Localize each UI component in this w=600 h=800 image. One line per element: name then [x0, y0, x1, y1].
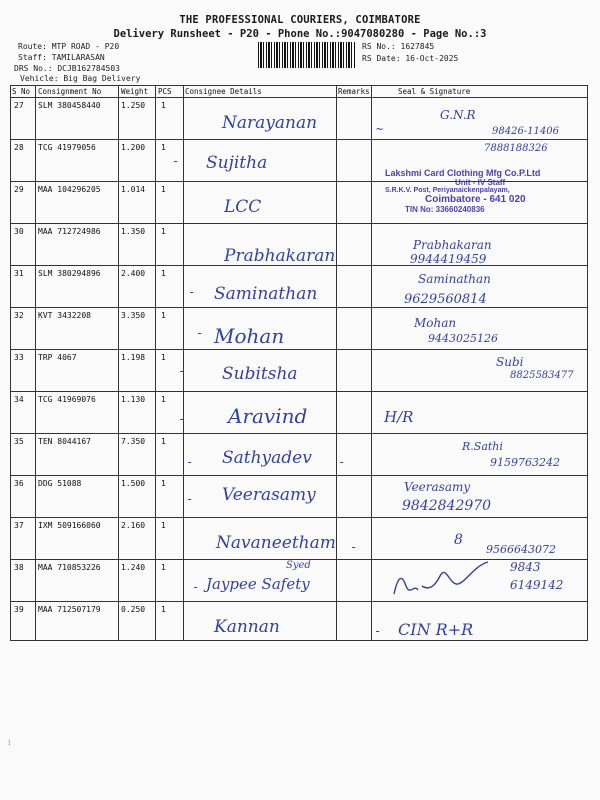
mark: - [172, 154, 180, 168]
mark: - [188, 285, 196, 299]
row-consignment-no: MAA 104296205 [38, 185, 101, 194]
stamp-city: Coimbatore - 641 020 [425, 194, 526, 205]
col-border [35, 85, 36, 640]
row-pcs: 1 [161, 521, 166, 530]
company-title: THE PROFESSIONAL COURIERS, COIMBATORE [179, 14, 421, 26]
consignee-extra: Syed [286, 560, 311, 571]
row-consignment-no: SLM 380294896 [38, 269, 101, 278]
mark: - [374, 624, 382, 638]
row-consignment-no: TRP 4067 [38, 353, 77, 362]
row-sno: 38 [14, 563, 24, 572]
row-sno: 31 [14, 269, 24, 278]
row-pcs: 1 [161, 143, 166, 152]
row-pcs: 1 [161, 353, 166, 362]
signature: G.N.R [440, 108, 476, 122]
row-pcs: 1 [161, 269, 166, 278]
row-weight: 1.200 [121, 143, 146, 152]
signature-phone: 9944419459 [410, 252, 487, 266]
row-divider [10, 307, 588, 308]
row-weight: 0.250 [121, 605, 146, 614]
row-divider [10, 349, 588, 350]
row-consignment-no: IXM 509166060 [38, 521, 101, 530]
col-border [10, 85, 11, 640]
row-weight: 2.400 [121, 269, 146, 278]
signature-phone: 6149142 [510, 578, 564, 592]
row-weight: 1.014 [121, 185, 146, 194]
mark: - [192, 580, 200, 594]
signature: Prabhakaran [413, 238, 492, 252]
stamp-company: Lakshmi Card Clothing Mfg Co.P.Ltd [385, 168, 541, 178]
signature: Mohan [414, 316, 457, 330]
row-consignment-no: SLM 380458440 [38, 101, 101, 110]
stamp-unit: Unit - IV Staff [455, 178, 506, 187]
stamp-tin: TIN No: 33660240836 [405, 205, 485, 214]
consignee-name: Navaneetham [216, 533, 336, 553]
col-border [587, 85, 588, 640]
row-divider [10, 601, 588, 602]
rs-date: RS Date: 16-Oct-2025 [362, 54, 459, 63]
row-sno: 28 [14, 143, 24, 152]
row-consignment-no: MAA 712507179 [38, 605, 101, 614]
signature-scribble [388, 556, 498, 601]
row-weight: 2.160 [121, 521, 146, 530]
row-sno: 36 [14, 479, 24, 488]
consignee-name: Narayanan [222, 113, 318, 133]
row-sno: 30 [14, 227, 24, 236]
barcode [258, 42, 356, 68]
staff-info: Staff: TAMILARASAN [18, 53, 105, 62]
table-bottom-border [10, 640, 588, 641]
row-weight: 3.350 [121, 311, 146, 320]
col-border [155, 85, 156, 640]
signature-phone: 9842842970 [402, 498, 492, 514]
consignee-name: Prabhakaran [224, 246, 336, 266]
signature-phone: 7888188326 [484, 143, 548, 154]
row-weight: 1.350 [121, 227, 146, 236]
consignee-name: Aravind [228, 404, 308, 428]
row-consignment-no: MAA 712724986 [38, 227, 101, 236]
row-pcs: 1 [161, 479, 166, 488]
signature: Saminathan [418, 272, 491, 286]
row-consignment-no: TEN 8044167 [38, 437, 91, 446]
header-weight: Weight [121, 87, 149, 96]
header-remarks: Remarks [338, 87, 370, 96]
row-pcs: 1 [161, 395, 166, 404]
row-divider [10, 475, 588, 476]
header-consignment: Consignment No [38, 87, 102, 96]
row-divider [10, 433, 588, 434]
col-border [336, 85, 337, 640]
col-border [371, 85, 372, 640]
row-consignment-no: TCG 41979056 [38, 143, 96, 152]
runsheet-subtitle: Delivery Runsheet - P20 - Phone No.:9047080280 - Page No.:3 [113, 28, 487, 40]
mark: - [196, 326, 204, 340]
signature: Veerasamy [404, 480, 471, 494]
mark: - [178, 364, 186, 378]
row-sno: 32 [14, 311, 24, 320]
rs-number: RS No.: 1627845 [362, 42, 435, 51]
signature-phone: 9159763242 [490, 456, 560, 469]
company-stamp [385, 168, 585, 214]
row-sno: 27 [14, 101, 24, 110]
row-sno: 33 [14, 353, 24, 362]
consignee-name: Kannan [214, 617, 280, 637]
row-pcs: 1 [161, 311, 166, 320]
stamp-address: S.R.K.V. Post, Periyanaickenpalayam, [385, 187, 510, 194]
row-divider [10, 391, 588, 392]
col-border [118, 85, 119, 640]
drs-number: DRS No.: DCJB162784503 [14, 64, 120, 73]
consignee-name: Saminathan [214, 284, 318, 304]
header-pcs: PCS [158, 87, 172, 96]
row-weight: 1.240 [121, 563, 146, 572]
row-pcs: 1 [161, 563, 166, 572]
row-divider [10, 223, 588, 224]
row-weight: 1.250 [121, 101, 146, 110]
row-consignment-no: KVT 3432208 [38, 311, 91, 320]
mark: - [178, 412, 186, 426]
col-border [183, 85, 184, 640]
mark: - [186, 492, 194, 506]
table-header-border [10, 97, 588, 98]
consignee-name: Sathyadev [222, 448, 312, 468]
header-consignee: Consignee Details [185, 87, 262, 96]
row-sno: 29 [14, 185, 24, 194]
row-consignment-no: TCG 41969076 [38, 395, 96, 404]
header-sno: S No [12, 87, 31, 96]
row-weight: 1.500 [121, 479, 146, 488]
row-sno: 39 [14, 605, 24, 614]
row-pcs: 1 [161, 437, 166, 446]
signature-phone: 9443025126 [428, 332, 498, 345]
row-pcs: 1 [161, 185, 166, 194]
signature: 9843 [510, 560, 541, 574]
signature: R.Sathi [462, 440, 503, 453]
mark: - [338, 455, 346, 469]
mark: - [186, 455, 194, 469]
consignee-name: Subitsha [222, 364, 298, 384]
row-pcs: 1 [161, 605, 166, 614]
row-pcs: 1 [161, 227, 166, 236]
consignee-name: Jaypee Safety [206, 575, 310, 593]
row-sno: 37 [14, 521, 24, 530]
row-pcs: 1 [161, 101, 166, 110]
signature-phone: 9566643072 [486, 543, 556, 556]
row-divider [10, 517, 588, 518]
vehicle-info: Vehicle: Big Bag Delivery [20, 74, 141, 83]
signature-phone: 9629560814 [404, 292, 487, 307]
signature: CIN R+R [398, 620, 474, 639]
row-sno: 35 [14, 437, 24, 446]
signature: 8 [454, 532, 463, 548]
route-info: Route: MTP ROAD - P20 [18, 42, 120, 51]
row-weight: 1.198 [121, 353, 146, 362]
row-consignment-no: DDG 51088 [38, 479, 82, 488]
header-seal: Seal & Signature [398, 87, 471, 96]
consignee-name: Sujitha [206, 153, 268, 173]
consignee-name: LCC [224, 197, 262, 217]
consignee-name: Veerasamy [222, 485, 316, 505]
mark: - [350, 540, 358, 554]
row-sno: 34 [14, 395, 24, 404]
consignee-name: Mohan [214, 324, 285, 348]
signature: Subi [496, 355, 524, 369]
table-top-border [10, 85, 588, 86]
row-divider [10, 139, 588, 140]
signature-phone: 8825583477 [510, 370, 574, 381]
row-consignment-no: MAA 710853226 [38, 563, 101, 572]
mark: ~ [376, 122, 384, 136]
signature: H/R [384, 408, 414, 426]
row-weight: 1.130 [121, 395, 146, 404]
signature-phone: 98426-11406 [492, 126, 560, 137]
margin-mark: ⁝ [8, 738, 11, 747]
row-weight: 7.350 [121, 437, 146, 446]
